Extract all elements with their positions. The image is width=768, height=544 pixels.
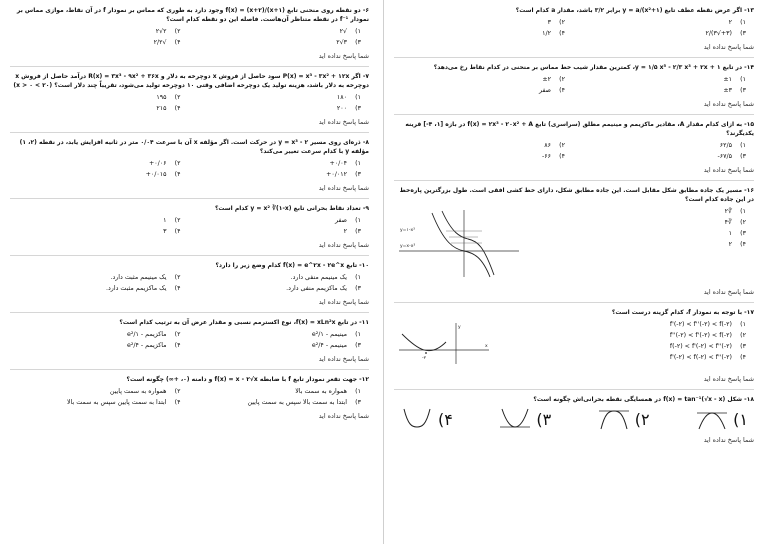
- option-1[interactable]: [575, 141, 746, 150]
- option-number: ۴): [174, 171, 181, 178]
- option-number: ۱): [733, 409, 748, 429]
- question-17: [394, 308, 754, 390]
- option-text: ۳√۲: [336, 39, 347, 46]
- options: [10, 273, 369, 293]
- y-axis-label: y: [458, 325, 461, 330]
- option-text: ۲: [343, 228, 347, 235]
- option-text: ۰/۰۴+: [329, 160, 347, 167]
- option-number: ۲): [634, 409, 650, 429]
- options: [596, 320, 754, 362]
- question-text: ۱۱- در تابع f(x) = xLn²x، نوع اکسترمم نسبی و مقدار عرض آن به ترتیب کدام است؟: [119, 319, 369, 326]
- option-2[interactable]: [10, 93, 181, 102]
- option-number: ۳): [740, 343, 746, 350]
- option-text: ۲۱۵: [156, 105, 167, 112]
- curve: [699, 413, 725, 429]
- divider: [394, 114, 754, 115]
- no-answer-notice: شما پاسخ نداده اید: [703, 43, 754, 51]
- option-text: f'(-۲) < f''(-۲) < f(-۲): [669, 321, 732, 328]
- option-number: ۱): [740, 142, 746, 149]
- option-1[interactable]: [191, 93, 362, 102]
- option-number: ۱): [355, 274, 361, 281]
- options: [394, 18, 754, 38]
- curve: [601, 411, 627, 429]
- option-number: ۲): [174, 331, 181, 338]
- option-2[interactable]: [10, 330, 181, 339]
- option-number: ۱): [740, 208, 746, 215]
- option-4[interactable]: [400, 407, 453, 431]
- option-text: ۲: [728, 19, 732, 26]
- curve-label-upper: y=۱-x³: [400, 228, 415, 233]
- divider: [10, 312, 369, 313]
- question-7: [10, 72, 369, 133]
- divider: [394, 180, 754, 181]
- option-3[interactable]: [191, 227, 362, 236]
- option-3[interactable]: [191, 170, 362, 179]
- option-text: ۱۹۵: [156, 94, 167, 101]
- option-text: ۶۲/۵: [719, 142, 732, 149]
- option-text: ابتدا به سمت بالا سپس به سمت پایین: [247, 399, 347, 406]
- x-axis-label: x: [485, 344, 488, 349]
- options: [10, 159, 369, 179]
- question-text: ۱۳- اگر عرض نقطه عطف تابع y = a/(x²+۱) برابر ۳/۲ باشد، مقدار a کدام است؟: [515, 7, 754, 14]
- option-number: ۴): [559, 87, 565, 94]
- option-number: ۴): [174, 39, 181, 46]
- option-text: ۲: [728, 241, 732, 248]
- option-4[interactable]: [10, 341, 181, 350]
- option-number: ۲): [559, 142, 565, 149]
- option-number: ۱): [355, 388, 361, 395]
- option-4[interactable]: [616, 240, 746, 249]
- option-1[interactable]: [616, 207, 746, 216]
- curve-label-lower: y=x-x³: [400, 244, 416, 249]
- option-number: ۱): [740, 321, 746, 328]
- option-number: ۴): [174, 228, 181, 235]
- option-number: ۳): [355, 39, 361, 46]
- option-text: ماکزیمم - ۱/e²: [126, 331, 167, 338]
- option-number: ۳): [740, 153, 746, 160]
- option-1[interactable]: [191, 387, 362, 396]
- option-number: ۳): [536, 409, 552, 429]
- option-number: ۲): [174, 94, 181, 101]
- options: [394, 407, 754, 431]
- option-number: ۲): [559, 76, 565, 83]
- option-shape-3: [498, 407, 532, 431]
- question-text: ۷- اگر P(x) = x³ - ۳x² + ۱۲x سود حاصل از فروش x دوچرخه به دلار و R(x) = ۳x³ - ۹x² + ۳۶x درآمد حاصل از فروش x دوچرخه به دلار باشد، هزینه تولید یک دوچرخه اضافی وقتی ۱۰ دوچرخه تولید می‌شود، تقریباً چند دلار است؟ (۲۰ > x > ۰): [13, 73, 369, 89]
- option-number: ۲): [559, 19, 565, 26]
- exam-page-right: [384, 0, 768, 544]
- option-number: ۴): [174, 285, 181, 292]
- question-text: ۱۰- تابع f(x) = e^۲x - ۲e^x کدام وضع زیر را دارد؟: [215, 262, 369, 269]
- option-1[interactable]: [191, 27, 362, 36]
- option-text: ±۲: [542, 76, 551, 83]
- options: [10, 93, 369, 113]
- option-number: ۳): [355, 285, 361, 292]
- option-text: صفر: [538, 87, 551, 94]
- option-2[interactable]: [597, 407, 650, 431]
- option-text: یک مینیمم منفی دارد.: [290, 274, 347, 281]
- option-4[interactable]: [394, 152, 565, 161]
- option-text: ۶۶-: [541, 153, 551, 160]
- option-text: √۲/۲: [153, 39, 167, 46]
- marked-point: [425, 352, 427, 354]
- question-9: [10, 204, 369, 256]
- option-3[interactable]: [596, 342, 746, 351]
- option-number: ۳): [355, 171, 361, 178]
- option-text: ۱/۲: [542, 30, 551, 37]
- option-1[interactable]: [695, 407, 748, 431]
- option-text: √۲: [339, 28, 347, 35]
- function-graph-figure: [394, 320, 494, 370]
- option-number: ۲): [174, 217, 181, 224]
- option-number: ۲): [174, 28, 181, 35]
- question-text: ۱۸- شکل f(x) = tan⁻¹(√x - x) در همسایگی نقطه بحرانی‌اش چگونه است؟: [533, 396, 754, 403]
- no-answer-notice: شما پاسخ نداده اید: [318, 52, 369, 60]
- option-text: ۲۰۰: [336, 105, 347, 112]
- option-text: مینیمم - ۴/e²: [311, 342, 347, 349]
- option-text: ۰/۰۱۲+: [326, 171, 347, 178]
- option-4[interactable]: [10, 284, 181, 293]
- options: [10, 216, 369, 236]
- option-2[interactable]: [616, 218, 746, 227]
- option-number: ۱): [355, 160, 361, 167]
- option-1[interactable]: [575, 18, 746, 27]
- option-4[interactable]: [394, 29, 565, 38]
- option-text: ±۱: [723, 76, 732, 83]
- option-1[interactable]: [575, 75, 746, 84]
- option-3[interactable]: [191, 398, 362, 407]
- question-10: [10, 261, 369, 313]
- option-number: ۴): [740, 241, 746, 248]
- option-number: ۱): [355, 331, 361, 338]
- divider: [10, 369, 369, 370]
- option-3[interactable]: [191, 341, 362, 350]
- option-text: صفر: [334, 217, 347, 224]
- option-2[interactable]: [10, 216, 181, 225]
- question-15: [394, 120, 754, 181]
- option-text: ۱۸۰: [336, 94, 347, 101]
- question-text: ۱۵- به ازای کدام مقدار A، مقادیر ماکزیمم و مینیمم مطلق (سراسری) تابع f(x) = ۲x³ - ۲۰x² + A در بازه [۱، ۴-] قرینه یکدیگرند؟: [405, 121, 754, 137]
- option-2[interactable]: [394, 75, 565, 84]
- function-curve: [402, 334, 446, 351]
- options: [616, 207, 754, 249]
- question-16: [394, 186, 754, 303]
- option-text: ±۳: [723, 87, 732, 94]
- curve: [404, 409, 430, 427]
- option-text: یک ماکزیمم منفی دارد.: [286, 285, 347, 292]
- options: [394, 75, 754, 95]
- option-text: ۱: [163, 217, 167, 224]
- option-4[interactable]: [10, 170, 181, 179]
- option-3[interactable]: [575, 86, 746, 95]
- option-number: ۳): [740, 87, 746, 94]
- question-text: ۱۲- جهت تقعر نمودار تابع f با ضابطه f(x) = x - ۲√x و دامنه (۰، +∞) چگونه است؟: [126, 376, 369, 383]
- options: [394, 141, 754, 161]
- option-number: ۳): [740, 30, 746, 37]
- divider: [394, 57, 754, 58]
- option-text: ابتدا به سمت پایین سپس به سمت بالا: [66, 399, 167, 406]
- option-4[interactable]: [596, 353, 746, 362]
- point-label: -۲: [422, 356, 427, 361]
- option-text: ۲√۲: [155, 28, 167, 35]
- option-3[interactable]: [191, 38, 362, 47]
- no-answer-notice: شما پاسخ نداده اید: [703, 436, 754, 444]
- option-1[interactable]: [191, 273, 362, 282]
- options: [10, 387, 369, 407]
- option-number: ۱): [740, 76, 746, 83]
- option-number: ۱): [355, 28, 361, 35]
- option-number: ۴): [740, 354, 746, 361]
- option-3[interactable]: [616, 229, 746, 238]
- option-shape-2: [597, 407, 631, 431]
- divider: [394, 302, 754, 303]
- option-text: (۳+√۳)/۲: [705, 30, 732, 37]
- option-2[interactable]: [394, 18, 565, 27]
- no-answer-notice: شما پاسخ نداده اید: [318, 184, 369, 192]
- curve: [502, 409, 528, 427]
- options: [10, 330, 369, 350]
- option-number: ۲): [174, 160, 181, 167]
- option-text: ۶۷/۵-: [717, 153, 732, 160]
- option-4[interactable]: [10, 227, 181, 236]
- question-11: [10, 318, 369, 370]
- option-number: ۴): [559, 153, 565, 160]
- question-6: [10, 6, 369, 67]
- option-2[interactable]: [10, 159, 181, 168]
- question-text: ۸- ذره‌ای روی مسیر y = x³ - ۲ در حرکت است. اگر مؤلفه x آن با سرعت ۰/۰۴ متر در ثانیه افزایش یابد، در نقطه (۲، ۱) مؤلفه y با کدام سرعت تغییر می‌کند؟: [19, 139, 369, 155]
- option-1[interactable]: [596, 320, 746, 329]
- option-4[interactable]: [10, 398, 181, 407]
- question-body: [394, 207, 754, 283]
- question-8: [10, 138, 369, 199]
- option-number: ۳): [740, 230, 746, 237]
- option-number: ۴): [559, 30, 565, 37]
- curve-lower: [432, 213, 490, 277]
- question-13: [394, 6, 754, 58]
- option-2[interactable]: [394, 141, 565, 150]
- option-number: ۳): [355, 228, 361, 235]
- question-12: [10, 375, 369, 420]
- option-text: ۰/۰۶+: [148, 160, 167, 167]
- option-number: ۴): [438, 409, 453, 429]
- option-1[interactable]: [191, 330, 362, 339]
- question-text: ۶- دو نقطه روی منحنی تابع f(x) = (x+۲)/(x+۱) وجود دارد به طوری که مماس بر نمودار f در آن نقاط، موازی مماس بر نمودار f⁻¹ در نقطه متناظر آن‌هاست. فاصله این دو نقطه کدام است؟: [16, 7, 369, 23]
- question-14: [394, 63, 754, 115]
- option-3[interactable]: [191, 284, 362, 293]
- option-shape-1: [695, 407, 729, 431]
- option-number: ۲): [740, 219, 746, 226]
- option-text: ∜۲: [724, 208, 732, 215]
- option-number: ۱): [355, 217, 361, 224]
- no-answer-notice: شما پاسخ نداده اید: [318, 298, 369, 306]
- option-text: ∛۴: [724, 219, 732, 226]
- option-text: یک ماکزیمم مثبت دارد.: [106, 285, 167, 292]
- option-text: همواره به سمت بالا: [295, 388, 347, 395]
- road-graph: [394, 207, 524, 279]
- option-text: f'(-۲) < f(-۲) < f''(-۲): [669, 354, 732, 361]
- option-text: ۱: [728, 230, 732, 237]
- option-number: ۲): [174, 388, 181, 395]
- no-answer-notice: شما پاسخ نداده اید: [318, 355, 369, 363]
- option-number: ۴): [174, 399, 181, 406]
- option-3[interactable]: [575, 152, 746, 161]
- no-answer-notice: شما پاسخ نداده اید: [318, 412, 369, 420]
- option-number: ۲): [740, 332, 746, 339]
- option-3[interactable]: [191, 104, 362, 113]
- option-3[interactable]: [498, 407, 551, 431]
- option-text: ماکزیمم - ۴/e²: [126, 342, 167, 349]
- divider: [10, 255, 369, 256]
- option-text: ۰/۰۱۵+: [145, 171, 167, 178]
- function-graph: [394, 320, 494, 366]
- option-2[interactable]: [10, 387, 181, 396]
- option-number: ۱): [355, 94, 361, 101]
- option-shape-4: [400, 407, 434, 431]
- option-text: ۳: [163, 228, 167, 235]
- road-graph-figure: [394, 207, 524, 283]
- option-text: ۳: [547, 19, 551, 26]
- question-text: ۱۴- در تابع y = ۱/۵ x⁵ - ۲/۳ x³ + ۲x + ۱، کمترین مقدار شیب خط مماس بر منحنی در کدام نقاط رخ می‌دهد؟: [433, 64, 754, 71]
- option-number: ۳): [355, 105, 361, 112]
- divider: [394, 389, 754, 390]
- divider: [10, 66, 369, 67]
- option-text: f''(-۲) < f'(-۲) < f(-۲): [669, 332, 732, 339]
- option-text: همواره به سمت پایین: [109, 388, 167, 395]
- no-answer-notice: شما پاسخ نداده اید: [703, 100, 754, 108]
- option-number: ۴): [174, 105, 181, 112]
- question-text: ۹- تعداد نقاط بحرانی تابع y = x² ∛(۱-x) کدام است؟: [214, 205, 369, 212]
- option-4[interactable]: [10, 38, 181, 47]
- option-text: ۸۶: [544, 142, 551, 149]
- option-1[interactable]: [191, 216, 362, 225]
- no-answer-notice: شما پاسخ نداده اید: [318, 118, 369, 126]
- option-2[interactable]: [10, 273, 181, 282]
- option-1[interactable]: [191, 159, 362, 168]
- option-2[interactable]: [596, 331, 746, 340]
- option-4[interactable]: [10, 104, 181, 113]
- question-text: ۱۶- مسیر یک جاده مطابق شکل مقابل است. این جاده مطابق شکل، دارای خط کشی افقی است. طول بزرگترین پاره‌خط در این جاده کدام است؟: [399, 187, 754, 203]
- no-answer-notice: شما پاسخ نداده اید: [703, 288, 754, 296]
- no-answer-notice: شما پاسخ نداده اید: [703, 375, 754, 383]
- question-text: ۱۷- با توجه به نمودار f، کدام گزینه درست است؟: [611, 309, 754, 316]
- question-18: [394, 395, 754, 444]
- option-4[interactable]: [394, 86, 565, 95]
- question-body: [394, 320, 754, 370]
- option-number: ۴): [174, 342, 181, 349]
- no-answer-notice: شما پاسخ نداده اید: [703, 166, 754, 174]
- option-2[interactable]: [10, 27, 181, 36]
- option-text: مینیمم - ۱/e²: [311, 331, 347, 338]
- option-text: یک مینیمم مثبت دارد.: [110, 274, 167, 281]
- options: [10, 27, 369, 47]
- option-3[interactable]: [575, 29, 746, 38]
- divider: [10, 198, 369, 199]
- option-number: ۱): [740, 19, 746, 26]
- divider: [10, 132, 369, 133]
- no-answer-notice: شما پاسخ نداده اید: [318, 241, 369, 249]
- option-text: f(-۲) < f'(-۲) < f''(-۲): [669, 343, 732, 350]
- option-number: ۲): [174, 274, 181, 281]
- option-number: ۳): [355, 399, 361, 406]
- option-number: ۳): [355, 342, 361, 349]
